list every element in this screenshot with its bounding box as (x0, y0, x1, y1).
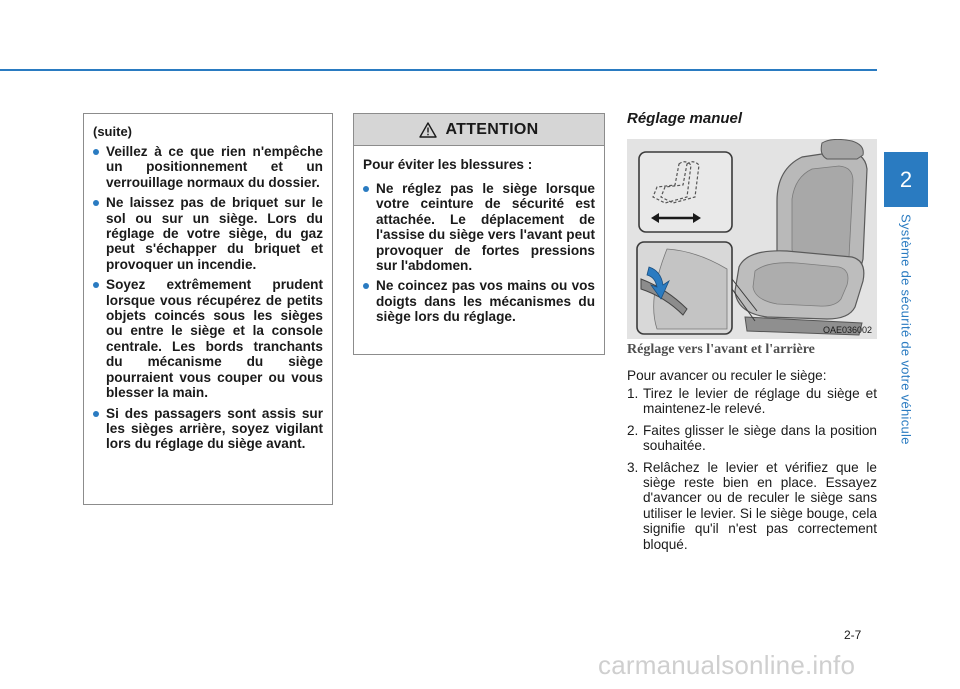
attention-title: ATTENTION (445, 120, 539, 138)
chapter-title-vertical (896, 214, 916, 454)
warning-item: Soyez extrêmement prudent lorsque vous récupérez de petits objets coincés sous les sièges ou entre le siège et la console centrale. Les bords tranchants du mécanisme du siège pourraient vous couper ou vous blesser la main. (93, 277, 323, 400)
step-text: Tirez le levier de réglage du siège et maintenez-le relevé. (643, 386, 877, 417)
step-item (627, 423, 877, 454)
step-item (627, 460, 877, 552)
subsection-intro: Pour avancer ou reculer le siège: (627, 368, 827, 383)
warning-item: Ne laissez pas de briquet sur le sol ou sur un siège. Lors du réglage de votre siège, du gaz peut s'échapper du briquet et provoquer un incendie. (93, 195, 323, 272)
continued-label: (suite) (93, 124, 132, 139)
step-item (627, 386, 877, 417)
page-number: 2-7 (844, 628, 862, 642)
attention-item: Ne réglez pas le siège lorsque votre ceinture de sécurité est attachée. Le déplacement de l'assise du siège vers l'avant peut provoquer de fortes pressions sur l'abdomen. (363, 181, 595, 273)
chapter-number-tab[interactable]: 2 (884, 152, 928, 207)
warning-list (93, 144, 323, 452)
seat-illustration (627, 139, 877, 339)
header-rule (0, 69, 877, 71)
figure-code: OAE036002 (822, 325, 872, 335)
step-number: 2. (627, 422, 639, 438)
chapter-title-text: Système de sécurité de votre véhicule (898, 214, 914, 445)
warning-triangle-icon (419, 122, 437, 138)
step-text: Relâchez le levier et vérifiez que le siège reste bien en place. Essayez d'avancer ou de reculer le siège sans utiliser le levier. Si le siège bouge, cela signifie qu'il n'est pas correctement bloqué. (643, 459, 877, 552)
seat-adjustment-figure (627, 139, 877, 339)
warning-item: Veillez à ce que rien n'empêche un positionnement et un verrouillage normaux du dossier. (93, 144, 323, 190)
attention-body (354, 146, 604, 325)
attention-box (353, 113, 605, 355)
attention-intro: Pour éviter les blessures : (363, 157, 533, 172)
watermark[interactable]: carmanualsonline.info (598, 650, 856, 680)
attention-header (354, 114, 604, 146)
steps-list (627, 386, 877, 558)
section-title: Réglage manuel (627, 110, 743, 127)
warning-item: Si des passagers sont assis sur les sièges arrière, soyez vigilant lors du réglage du siège avant. (93, 406, 323, 452)
attention-list (363, 181, 595, 325)
step-number: 3. (627, 459, 639, 475)
step-number: 1. (627, 386, 639, 401)
warning-continued-box (83, 113, 333, 505)
step-text: Faites glisser le siège dans la position souhaitée. (643, 422, 877, 454)
subsection-title: Réglage vers l'avant et l'arrière (627, 342, 815, 357)
attention-item: Ne coincez pas vos mains ou vos doigts dans les mécanismes du siège lors du réglage. (363, 278, 595, 324)
